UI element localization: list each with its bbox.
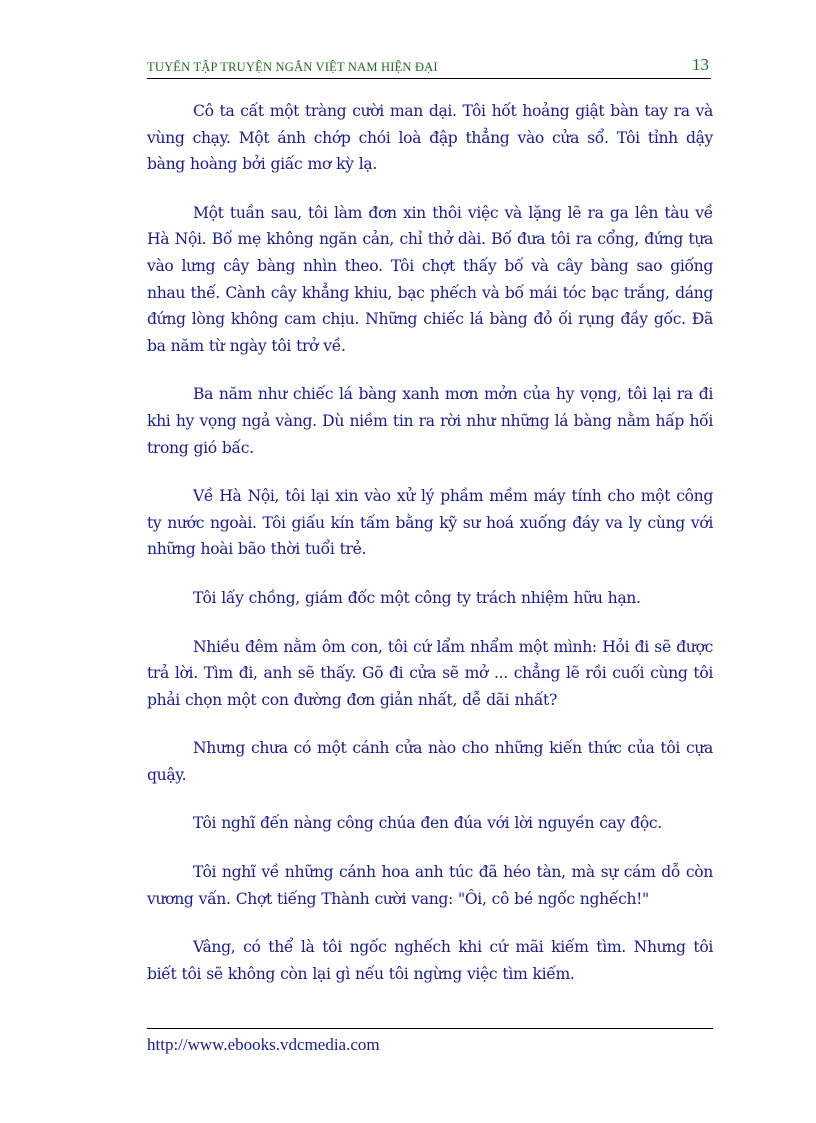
paragraph: Một tuần sau, tôi làm đơn xin thôi việc và lặng lẽ ra ga lên tàu về Hà Nội. Bố mẹ không ngăn cản, chỉ thở dài. Bố đưa tôi ra cổng, đứng tựa vào lưng cây bàng nhìn theo. Tôi chợt thấy bố và cây bàng sao giống nhau thế. Cành cây khẳng khiu, bạc phếch và bố mái tóc bạc trắng, dáng đứng lòng không cam chịu. Những chiếc lá bàng đỏ ối rụng đầy gốc. Đã ba năm từ ngày tôi trở về. (147, 203, 713, 355)
footer-divider (147, 1028, 713, 1029)
story-text (147, 98, 713, 1009)
paragraph: Tôi nghĩ đến nàng công chúa đen đúa với lời nguyền cay độc. (193, 814, 662, 833)
paragraph: Tôi nghĩ về những cánh hoa anh túc đã héo tàn, mà sự cám dỗ còn vương vấn. Chợt tiếng Thành cười vang: "Ôi, cô bé ngốc nghếch!" (147, 863, 713, 908)
page-header (147, 52, 711, 79)
paragraph: Cô ta cất một tràng cười man dại. Tôi hốt hoảng giật bàn tay ra và vùng chạy. Một ánh chớp chói loà đập thẳng vào cửa sổ. Tôi tỉnh dậy bàng hoàng bởi giấc mơ kỳ lạ. (147, 102, 713, 174)
paragraph: Vâng, có thể là tôi ngốc nghếch khi cứ mãi kiếm tìm. Nhưng tôi biết tôi sẽ không còn lại gì nếu tôi ngừng việc tìm kiếm. (147, 938, 713, 983)
page-number: 13 (692, 55, 709, 74)
paragraph: Tôi lấy chồng, giám đốc một công ty trách nhiệm hữu hạn. (193, 588, 641, 607)
paragraph: Nhưng chưa có một cánh cửa nào cho những kiến thức của tôi cựa quậy. (147, 739, 713, 784)
paragraph: Về Hà Nội, tôi lại xin vào xử lý phầm mềm máy tính cho một công ty nước ngoài. Tôi giấu kín tấm bằng kỹ sư hoá xuống đáy va ly cùng với những hoài bão thời tuổi trẻ. (147, 487, 713, 559)
paragraph: Nhiều đêm nằm ôm con, tôi cứ lẩm nhẩm một mình: Hỏi đi sẽ được trả lời. Tìm đi, anh sẽ thấy. Gõ đi cửa sẽ mở ... chẳng lẽ rồi cuối cùng tôi phải chọn một con đường đơn giản nhất, dễ dãi nhất? (147, 637, 713, 709)
footer-link[interactable]: http://www.ebooks.vdcmedia.com (147, 1035, 380, 1054)
paragraph: Ba năm như chiếc lá bàng xanh mơn mởn của hy vọng, tôi lại ra đi khi hy vọng ngả vàng. Dù niềm tin ra rời như những lá bàng nằm hấp hối trong gió bấc. (147, 385, 713, 457)
book-title: TUYỂN TẬP TRUYỆN NGẮN VIỆT NAM HIỆN ĐẠI (147, 60, 438, 74)
